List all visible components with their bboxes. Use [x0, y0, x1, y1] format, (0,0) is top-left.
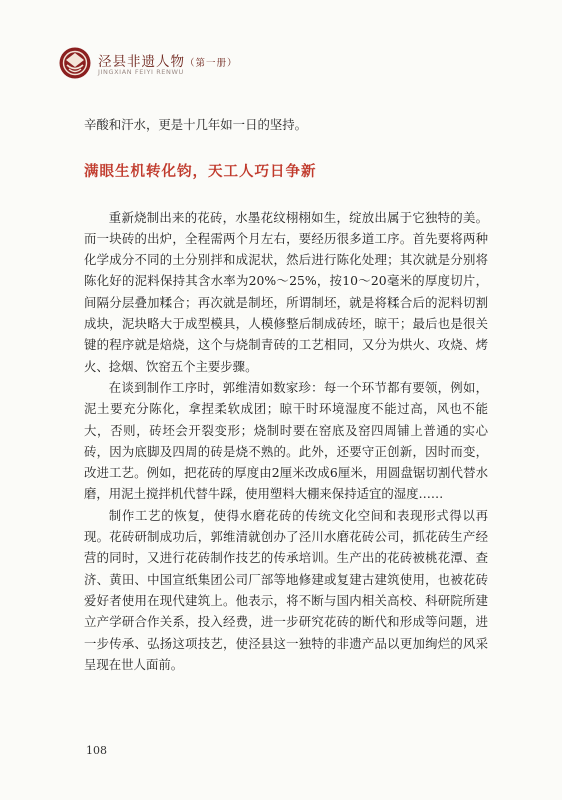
paragraph: 制作工艺的恢复，使得水磨花砖的传统文化空间和表现形式得以再现。花砖研制成功后，郭维清就创办了泾川水磨花砖公司，抓花砖生产经营的同时，又进行花砖制作技艺的传承培训。生产出的花砖被桃花潭、查济、黄田、中国宣纸集团公司厂部等地修建或复建古建筑使用，也被花砖爱好者使用在现代建筑上。他表示，将不断与国内相关高校、科研院所建立产学研合作关系，投入经费，进一步研究花砖的断代和形成等问题，进一步传承、弘扬这项技艺，使泾县这一独特的非遗产品以更加绚烂的风采呈现在世人面前。 — [84, 507, 488, 672]
article-body — [84, 114, 488, 675]
page-number: 108 — [86, 744, 107, 757]
paragraph: 重新烧制出来的花砖，水墨花纹栩栩如生，绽放出属于它独特的美。而一块砖的出炉，全程需两个月左右，要经历很多道工序。首先要将两种化学成分不同的土分别拌和成泥状，然后进行陈化处理；其次就是分别将陈化好的泥料保持其含水率为20%～25%，按10～20毫米的厚度切片，间隔分层叠加糅合；再次就是制坯，所谓制坯，就是将糅合后的泥料切割成块，泥块略大于成型模具，人模修整后制成砖坯，晾干；最后也是很关键的程序就是焙烧，这个与烧制青砖的工艺相同，又分为烘火、攻烧、烤火、捻烟、饮窑五个主要步骤。 — [84, 209, 488, 374]
logo-icon — [58, 46, 92, 80]
lead-line: 辛酸和汗水，更是十几年如一日的坚持。 — [84, 117, 308, 132]
volume-label: （第一册） — [185, 58, 238, 69]
series-title: 泾县非遗人物（第一册） — [98, 54, 238, 70]
paragraph: 在谈到制作工序时，郭维清如数家珍：每一个环节都有要领，例如，泥土要充分陈化，拿捏柔软成团；晾干时环境湿度不能过高，风也不能大，否则，砖坯会开裂变形；烧制时要在窑底及窑四周铺上普通的实心砖，因为底脚及四周的砖是烧不熟的。此外，还要守正创新，因时而变，改进工艺。例如，把花砖的厚度由2厘米改成6厘米，用圆盘锯切割代替水磨，用泥土搅拌机代替牛踩，使用塑料大棚来保持适宜的湿度…… — [84, 379, 488, 502]
section-heading: 满眼生机转化钧，天工人巧日争新 — [84, 163, 317, 181]
series-subtitle: JINGXIAN FEIYI RENWU — [98, 68, 184, 76]
running-header — [58, 46, 518, 86]
